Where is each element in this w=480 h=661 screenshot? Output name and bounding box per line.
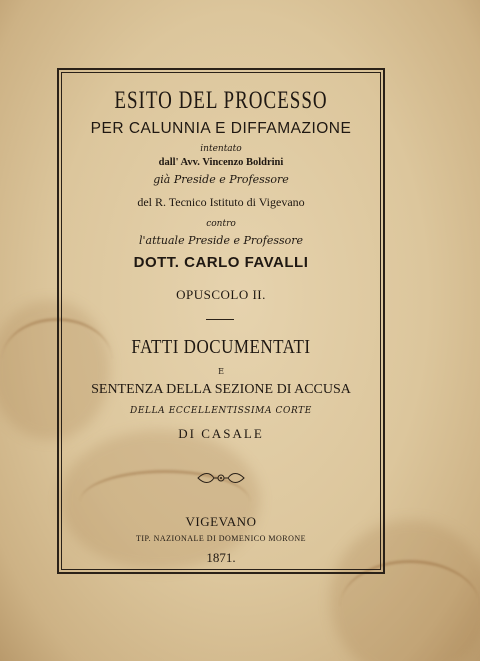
institute-name: del R. Tecnico Istituto di Vigevano bbox=[137, 195, 305, 209]
defendant-name: DOTT. CARLO FAVALLI bbox=[133, 254, 309, 271]
contro-text: contro bbox=[206, 219, 236, 229]
plaintiff-role: già Preside e Professore bbox=[153, 173, 289, 186]
intentato-text: intentato bbox=[200, 144, 242, 154]
cover-text-block bbox=[61, 72, 381, 570]
plaintiff-name: dall' Avv. Vincenzo Boldrini bbox=[158, 157, 284, 168]
opuscolo-label: OPUSCOLO II. bbox=[176, 287, 266, 302]
subtitle-line-1: FATTI DOCUMENTATI bbox=[131, 335, 311, 358]
short-divider-rule bbox=[206, 319, 234, 320]
publication-place: VIGEVANO bbox=[185, 514, 257, 529]
title-line-2: PER CALUNNIA E DIFFAMAZIONE bbox=[90, 120, 352, 137]
court-line: DELLA ECCELLENTISSIMA CORTE bbox=[130, 406, 312, 416]
subtitle-line-2: SENTENZA DELLA SEZIONE DI ACCUSA bbox=[91, 382, 351, 397]
printer-line: TIP. NAZIONALE DI DOMENICO MORONE bbox=[135, 534, 307, 543]
subtitle-conjunction: E bbox=[218, 367, 224, 376]
title-line-1: ESITO DEL PROCESSO bbox=[114, 86, 328, 115]
decorative-scroll-ornament-icon bbox=[196, 470, 246, 486]
defendant-role: l'attuale Preside e Professore bbox=[138, 234, 304, 247]
city-line: DI CASALE bbox=[178, 426, 264, 441]
publication-year: 1871. bbox=[206, 550, 236, 565]
